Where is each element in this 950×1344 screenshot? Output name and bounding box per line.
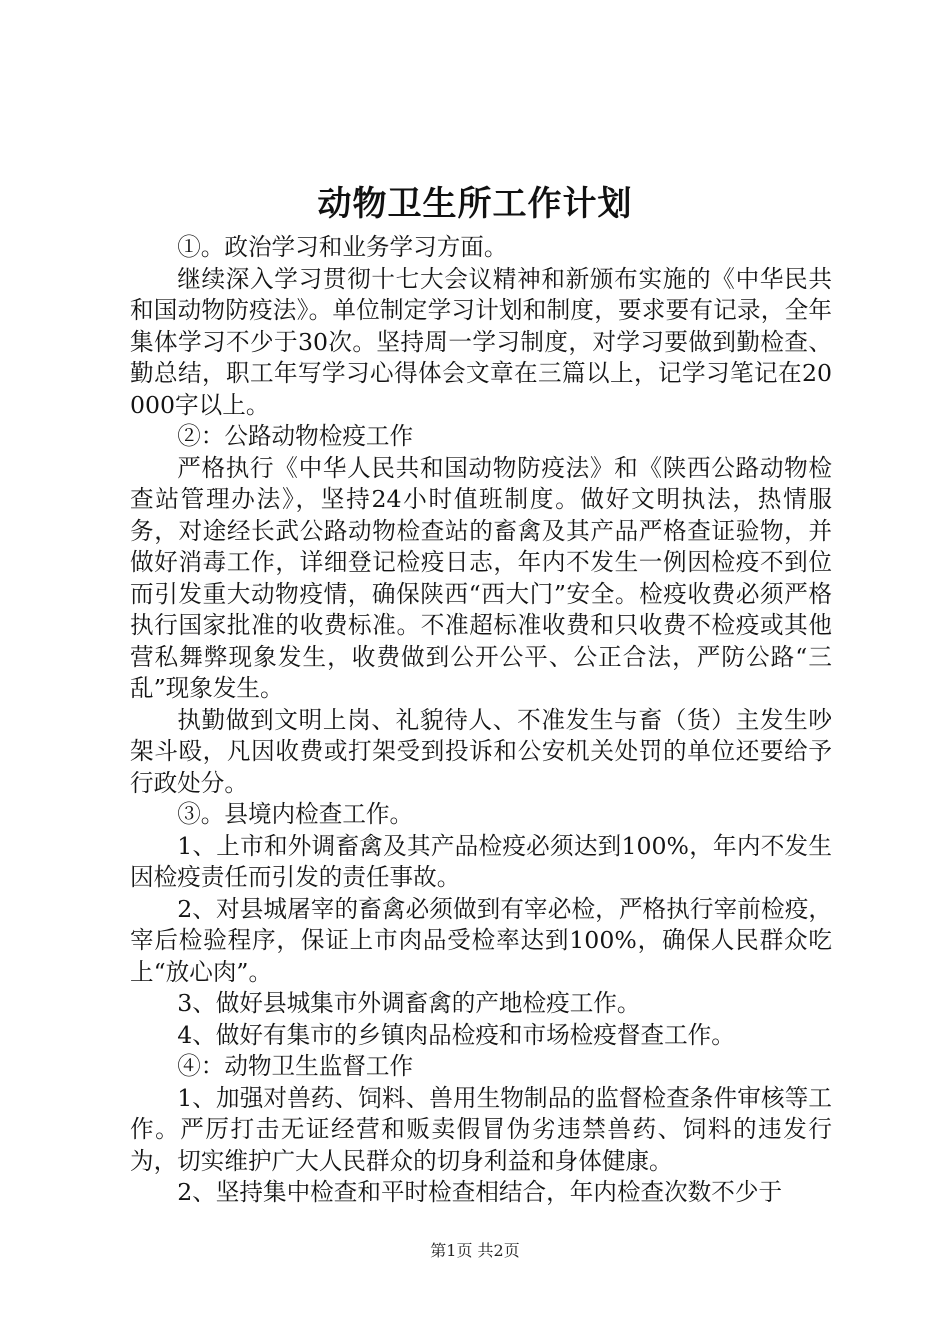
list-item: 3、做好县城集市外调畜禽的产地检疫工作。	[177, 989, 641, 1017]
document-title: 动物卫生所工作计划	[317, 184, 633, 224]
list-item: 1、上市和外调畜禽及其产品检疫必须达到100%，年内不发生因检疫责任而引发的责任事故。	[130, 831, 832, 891]
section-heading: ④：动物卫生监督工作	[177, 1052, 414, 1080]
list-item: 1、加强对兽药、饲料、兽用生物制品的监督检查条件审核等工作。严厉打击无证经营和贩卖假冒伪劣违禁兽药、饲料的违发行为，切实维护广大人民群众的切身利益和身体健康。	[130, 1083, 832, 1175]
document-body	[130, 232, 832, 1209]
section-heading: ③。县境内检查工作。	[177, 800, 414, 828]
list-item: 4、做好有集市的乡镇肉品检疫和市场检疫督查工作。	[177, 1020, 735, 1049]
section-heading: ①。政治学习和业务学习方面。	[177, 233, 508, 261]
page-footer: 第1页 共2页	[430, 1241, 520, 1260]
paragraph: 严格执行《中华人民共和国动物防疫法》和《陕西公路动物检查站管理办法》，坚持24小时值班制度。做好文明执法，热情服务，对途经长武公路动物检查站的畜禽及其产品严格查证验物，并做好消毒工作，详细登记检疫日志，年内不发生一例因检疫不到位而引发重大动物疫情，确保陕西“西大门”安全。检疫收费必须严格执行国家批准的收费标准。不准超标准收费和只收费不检疫或其他营私舞弊现象发生，收费做到公开公平、公正合法，严防公路“三乱”现象发生。	[130, 453, 832, 702]
paragraph: 继续深入学习贯彻十七大会议精神和新颁布实施的《中华民共和国动物防疫法》。单位制定学习计划和制度，要求要有记录，全年集体学习不少于30次。坚持周一学习制度，对学习要做到勤检查、勤总结，职工年写学习心得体会文章在三篇以上，记学习笔记在20000字以上。	[130, 264, 832, 419]
list-item: 2、坚持集中检查和平时检查相结合，年内检查次数不少于	[177, 1178, 783, 1206]
list-item: 2、对县城屠宰的畜禽必须做到有宰必检，严格执行宰前检疫，宰后检验程序，保证上市肉品受检率达到100%，确保人民群众吃上“放心肉”。	[130, 894, 832, 986]
paragraph: 执勤做到文明上岗、礼貌待人、不准发生与畜（货）主发生吵架斗殴，凡因收费或打架受到投诉和公安机关处罚的单位还要给予行政处分。	[130, 705, 832, 797]
section-heading: ②：公路动物检疫工作	[177, 422, 414, 450]
